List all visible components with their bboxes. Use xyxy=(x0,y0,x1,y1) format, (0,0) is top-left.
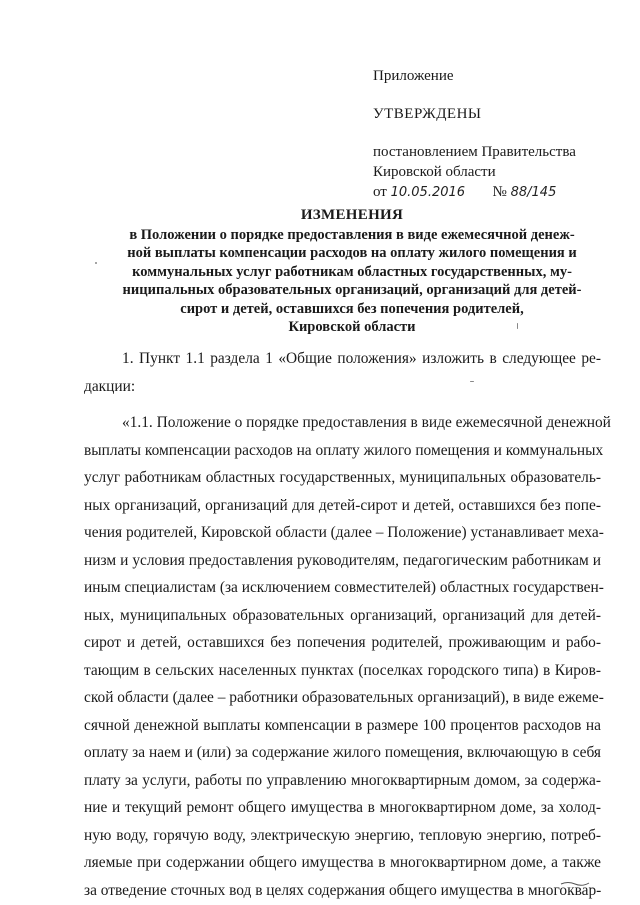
body-line: ской области (далее – работники образовательных организаций), в виде ежеме- xyxy=(84,689,604,706)
body-line: ние и текущий ремонт общего имущества в многоквартирном доме, за холод- xyxy=(84,799,601,816)
body-line: ную воду, горячую воду, электрическую энергию, тепловую энергию, потреб- xyxy=(84,826,601,844)
body-line: за отведение сточных вод в целях содержания общего имущества в многоквар- xyxy=(84,881,602,899)
body-line: «1.1. Положение о порядке предоставления в виде ежемесячной денежной xyxy=(122,414,611,431)
document-body xyxy=(84,345,611,904)
title-line: коммунальных услуг работникам областных государственных, му- xyxy=(132,263,572,280)
body-line: чения родителей, Кировской области (далее – Положение) устанавливает меха- xyxy=(84,524,604,541)
resolution-reference xyxy=(373,142,613,203)
body-paragraph-2 xyxy=(84,409,611,904)
body-line: плату за услуги, работы по управлению многоквартирным домом, за содержа- xyxy=(84,771,601,789)
approval-stamp-block xyxy=(373,66,613,203)
body-line: ных организаций, организаций для детей-сирот и детей, оставшихся без попе- xyxy=(84,496,601,514)
handwritten-number: 88/145 xyxy=(510,185,557,200)
body-line: тающим в сельских населенных пунктах (поселках городского типа) в Киров- xyxy=(84,661,601,679)
body-line: сячной денежной выплаты компенсации в размере 100 процентов расходов на xyxy=(84,716,601,734)
body-line: 1. Пункт 1.1 раздела 1 «Общие положения» изложить в следующее ре- xyxy=(122,350,601,367)
handwritten-date: 10.05.2016 xyxy=(390,185,466,200)
body-line: выплаты компенсации расходов на оплату жилого помещения и коммунальных xyxy=(84,441,604,459)
title-line: ниципальных образовательных организаций, организаций для детей- xyxy=(122,282,582,298)
document-title-block xyxy=(110,206,594,337)
approved-label: УТВЕРЖДЕНЫ xyxy=(373,106,482,122)
title-line: в Положении о порядке предоставления в виде ежемесячной денеж- xyxy=(129,226,575,243)
body-line: иным специалистам (за исключением совместителей) областных государствен- xyxy=(84,579,604,596)
title-line: ной выплаты компенсации расходов на оплату жилого помещения и xyxy=(127,245,577,261)
number-prefix: № xyxy=(492,184,507,200)
body-line: ляемые при содержании общего имущества в многоквартирном доме, а также xyxy=(84,854,601,871)
appendix-label: Приложение xyxy=(373,68,454,84)
scan-speck xyxy=(470,381,474,382)
document-title: ИЗМЕНЕНИЯ xyxy=(300,207,404,223)
resolution-line-2: Кировской области xyxy=(373,164,496,180)
scan-speck xyxy=(517,323,518,329)
body-line: услуг работникам областных государственных, муниципальных образователь- xyxy=(84,469,601,486)
date-prefix: от xyxy=(373,184,387,200)
scan-speck xyxy=(95,262,97,264)
body-line: дакции: xyxy=(84,377,136,395)
body-line: оплату за наем и (или) за содержание жилого помещения, включающую в себя xyxy=(84,744,601,761)
date-number-line xyxy=(373,182,613,203)
resolution-line-1: постановлением Правительства xyxy=(373,144,576,160)
body-line: низм и условия предоставления руководителям, педагогическим работникам и xyxy=(84,551,601,569)
body-line: сирот и детей, оставшихся без попечения родителей, проживающим и рабо- xyxy=(84,634,601,651)
title-line: сирот и детей, оставшихся без попечения родителей, xyxy=(180,300,524,317)
scan-mark xyxy=(560,880,590,886)
title-line: Кировской области xyxy=(288,319,416,335)
body-paragraph-1 xyxy=(84,345,601,400)
body-line: ных, муниципальных образовательных организаций, организаций для детей- xyxy=(84,606,601,624)
